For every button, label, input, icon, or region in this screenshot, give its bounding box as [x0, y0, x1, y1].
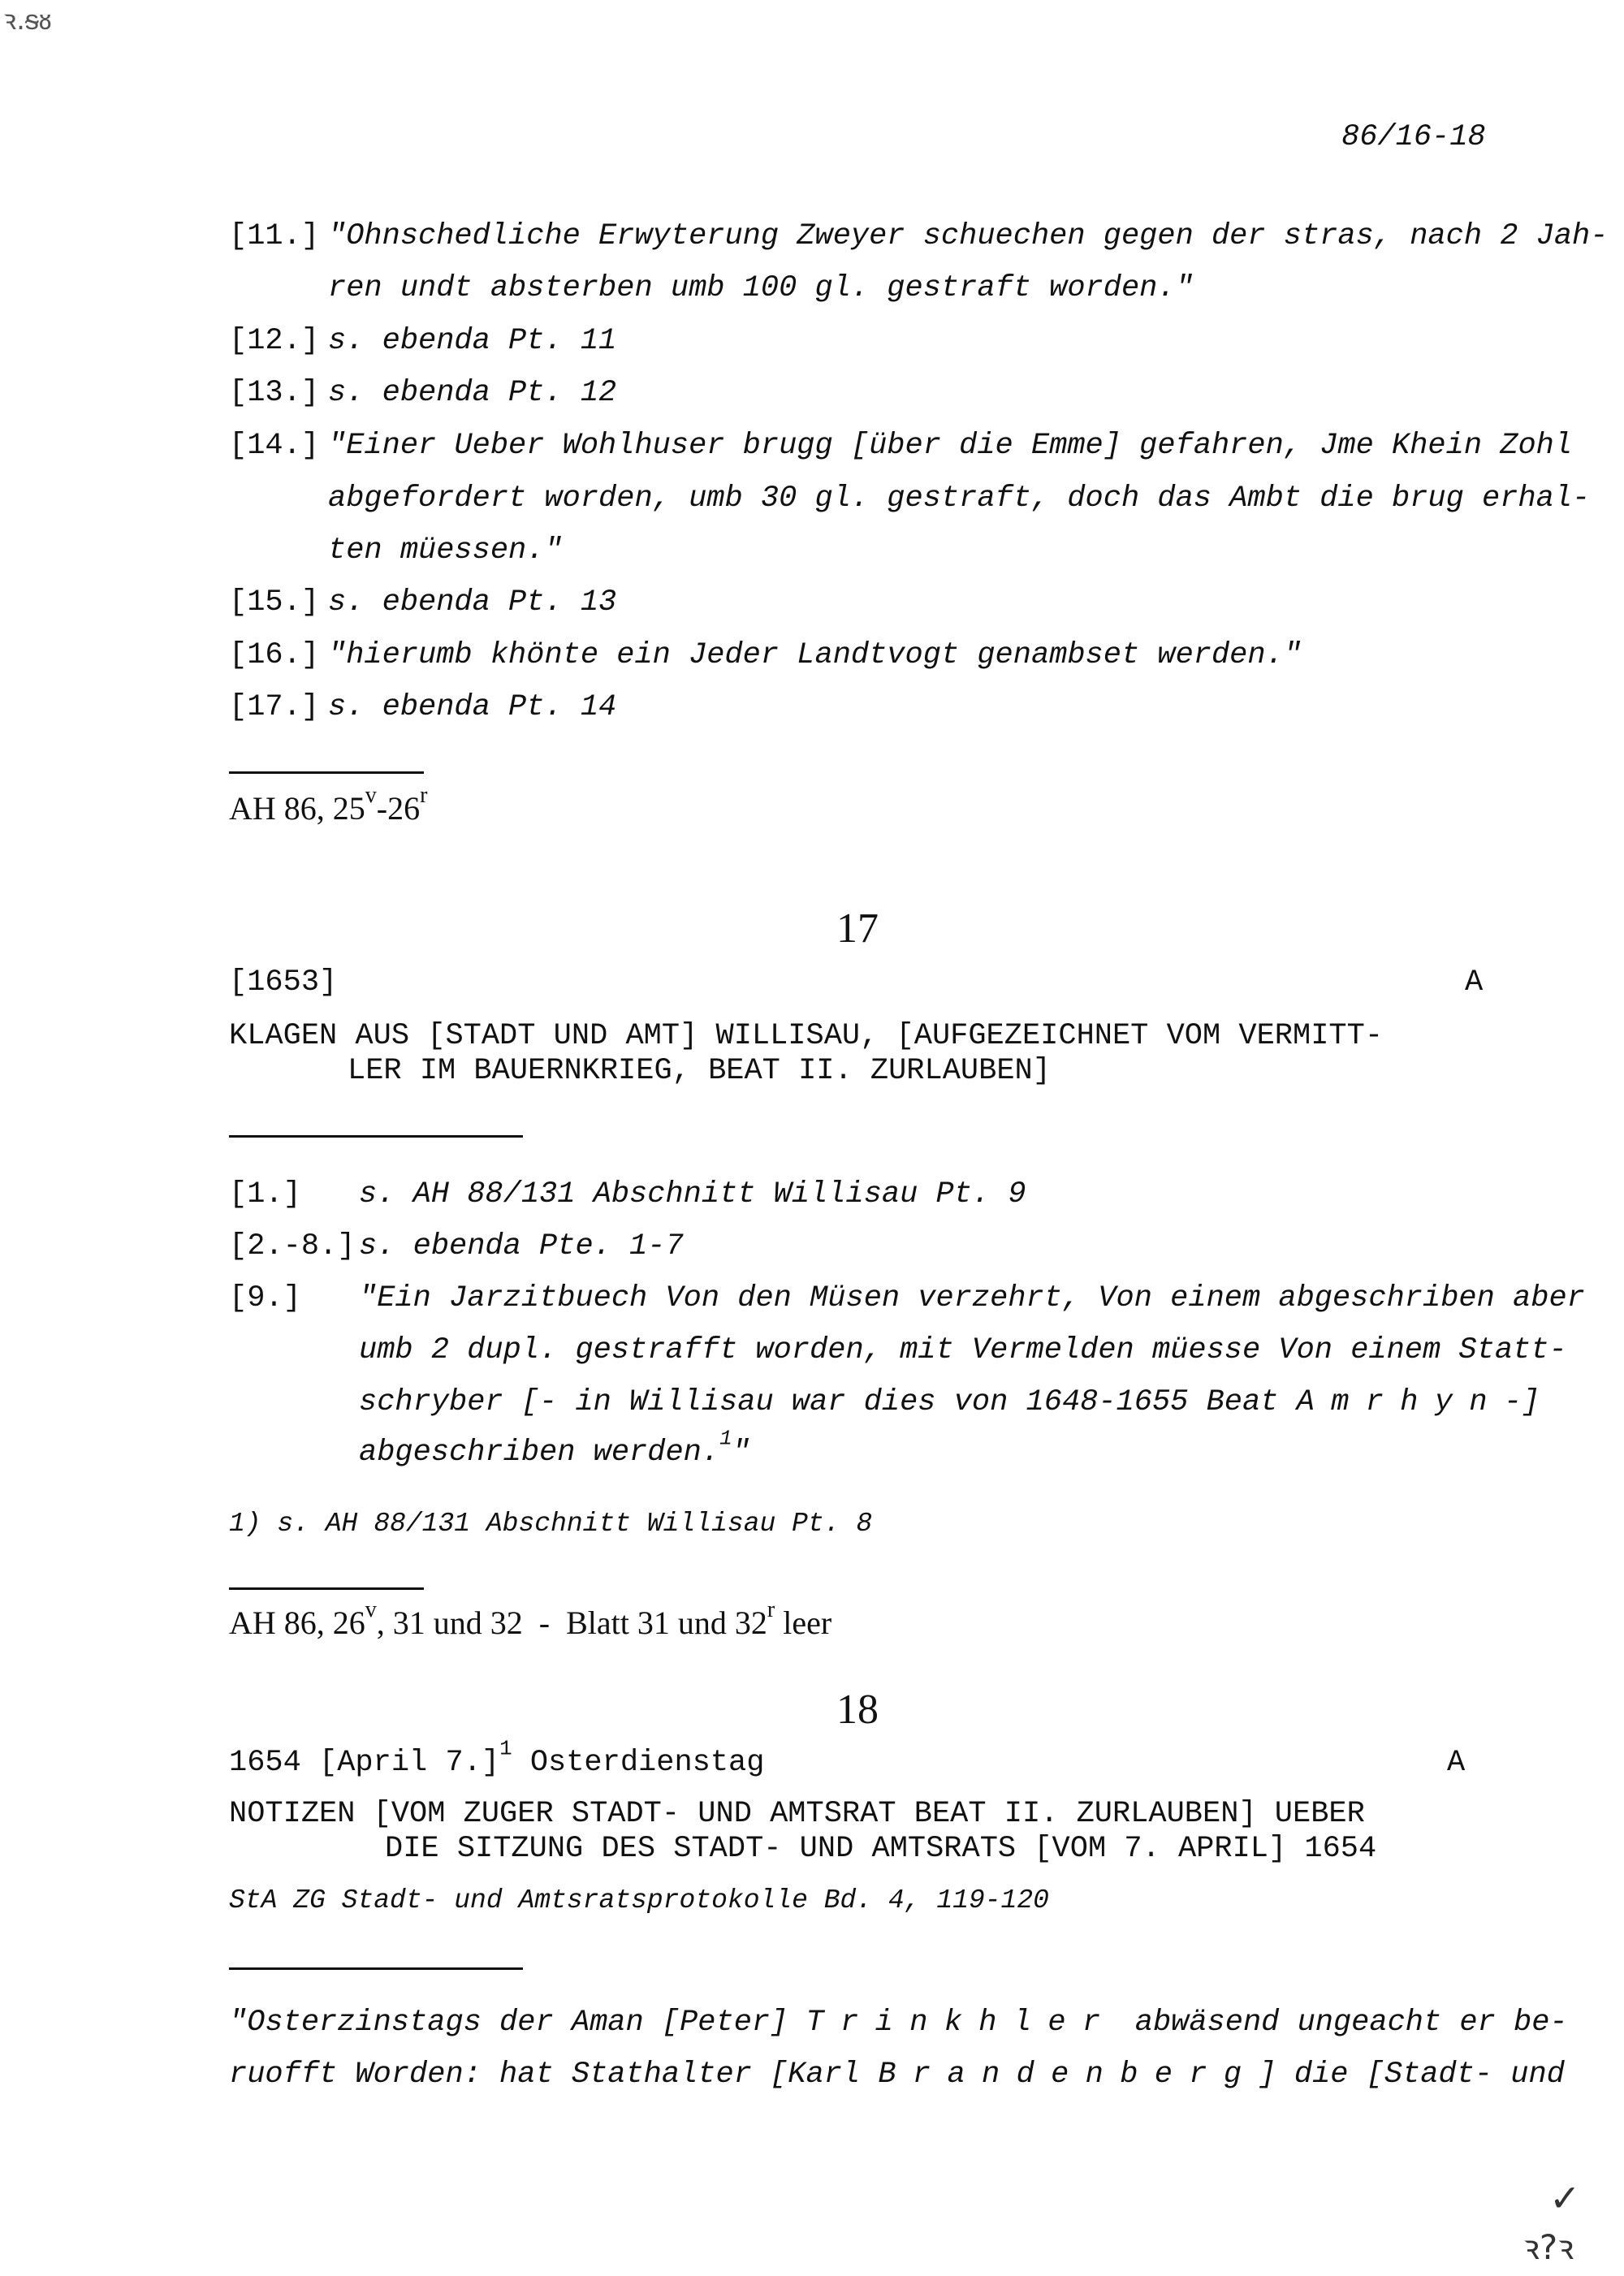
- item-label: [9.]: [229, 1281, 301, 1315]
- source-reference: [229, 783, 428, 827]
- item-label: [13.]: [229, 376, 320, 410]
- item-continuation: [359, 1385, 1540, 1419]
- list-item: [229, 1229, 684, 1263]
- source-text: AH 86, 25: [229, 790, 365, 827]
- item-text: s. AH 88/131 Abschnitt Willisau Pt. 9: [359, 1177, 1026, 1211]
- item-continuation: abgefordert worden, umb 30 gl. gestraft, doch das Ambt die brug erhal-: [328, 482, 1591, 516]
- folio-recto: r: [767, 1597, 775, 1622]
- document-date: [1653]: [229, 965, 338, 1000]
- list-item: [229, 429, 1572, 463]
- top-left-scribble: ꝛ.ᵴᴕ: [3, 4, 52, 37]
- item-label: [15.]: [229, 585, 320, 620]
- document-letter: A: [1447, 1746, 1466, 1780]
- archive-reference: StA ZG Stadt- und Amtsratsprotokolle Bd. 4, 119-120: [229, 1885, 1049, 1915]
- item-label: [14.]: [229, 429, 320, 463]
- item-text: s. ebenda Pt. 11: [328, 324, 617, 358]
- folio-recto: r: [420, 783, 428, 808]
- item-text: -]: [1503, 1385, 1540, 1419]
- divider: [229, 1967, 523, 1970]
- item-continuation: [359, 1426, 750, 1470]
- transcription-text: abwäsend ungeacht er be-: [1134, 2006, 1568, 2040]
- spaced-name: Trinkhler: [806, 2006, 1117, 2040]
- list-item: [229, 324, 616, 358]
- date-text: 1654 [April 7.]: [229, 1746, 500, 1780]
- list-item: [229, 638, 1302, 672]
- document-letter: A: [1465, 965, 1484, 1000]
- document-title: KLAGEN AUS [STADT UND AMT] WILLISAU, [AUFGEZEICHNET VOM VERMITT-: [229, 1019, 1384, 1053]
- folio-verso: v: [365, 1597, 377, 1622]
- item-text: ": [732, 1436, 750, 1470]
- source-text: AH 86, 26: [229, 1604, 365, 1641]
- item-text: "Einer Ueber Wohlhuser brugg [über die Emme] gefahren, Jme Khein Zohl: [328, 429, 1573, 463]
- checkmark-icon: ✓: [1549, 2176, 1581, 2220]
- document-title: NOTIZEN [VOM ZUGER STADT- UND AMTSRAT BEAT II. ZURLAUBEN] UEBER: [229, 1797, 1365, 1831]
- divider: [229, 771, 424, 774]
- footnote-marker: 1: [719, 1426, 732, 1451]
- footnote-marker: 1: [499, 1736, 512, 1761]
- document-title-continuation: LER IM BAUERNKRIEG, BEAT II. ZURLAUBEN]: [348, 1054, 1051, 1088]
- document-number: 18: [836, 1686, 879, 1733]
- date-text: Osterdienstag: [512, 1746, 765, 1780]
- transcription-text: "Osterzinstags der Aman [Peter]: [229, 2006, 788, 2040]
- item-text: s. ebenda Pt. 12: [328, 376, 617, 410]
- spaced-name: Amrhyn: [1296, 1385, 1504, 1419]
- footnote: 1) s. AH 88/131 Abschnitt Willisau Pt. 8: [229, 1509, 873, 1539]
- item-label: [17.]: [229, 690, 320, 724]
- source-text: -26: [376, 790, 421, 827]
- list-item: [229, 376, 616, 410]
- list-item: [229, 1281, 1585, 1315]
- source-text: leer: [775, 1604, 832, 1641]
- item-continuation: umb 2 dupl. gestrafft worden, mit Vermelden müesse Von einem Statt-: [359, 1333, 1567, 1367]
- item-text: s. ebenda Pt. 14: [328, 690, 617, 724]
- list-item: [229, 1177, 1026, 1211]
- transcription-text: ] die [Stadt- und: [1258, 2058, 1565, 2092]
- divider: [229, 1587, 424, 1590]
- item-label: [2.-8.]: [229, 1229, 356, 1263]
- spaced-name: Brandenberg: [878, 2058, 1259, 2092]
- list-item: [229, 690, 616, 724]
- item-label: [12.]: [229, 324, 320, 358]
- bottom-right-scribble: ꝛ?ꝛ: [1523, 2227, 1574, 2267]
- item-label: [16.]: [229, 638, 320, 672]
- item-text: "Ohnschedliche Erwyterung Zweyer schuechen gegen der stras, nach 2 Jah-: [328, 219, 1609, 253]
- item-continuation: ren undt absterben umb 100 gl. gestraft worden.": [328, 271, 1194, 305]
- item-text: "hierumb khönte ein Jeder Landtvogt genambset werden.": [328, 638, 1302, 672]
- folio-verso: v: [365, 783, 377, 808]
- transcription-line: [229, 2006, 1568, 2040]
- item-text: schryber [- in Willisau war dies von 1648-1655 Beat: [359, 1385, 1279, 1419]
- item-label: [1.]: [229, 1177, 301, 1211]
- document-number: 17: [836, 905, 879, 952]
- page-reference: 86/16-18: [1341, 120, 1486, 154]
- item-text: s. ebenda Pt. 13: [328, 585, 617, 620]
- source-text: , 31 und 32 - Blatt 31 und 32: [376, 1604, 767, 1641]
- divider: [229, 1135, 523, 1138]
- transcription-line: [229, 2058, 1565, 2092]
- item-label: [11.]: [229, 219, 320, 253]
- item-text: s. ebenda Pte. 1-7: [359, 1229, 684, 1263]
- list-item: [229, 219, 1608, 253]
- source-reference: [229, 1597, 832, 1642]
- item-text: "Ein Jarzitbuech Von den Müsen verzehrt, Von einem abgeschriben aber: [359, 1281, 1585, 1315]
- item-text: abgeschriben werden.: [359, 1436, 720, 1470]
- document-title-continuation: DIE SITZUNG DES STADT- UND AMTSRATS [VOM 7. APRIL] 1654: [385, 1832, 1377, 1866]
- item-continuation: ten müessen.": [328, 533, 563, 568]
- document-date: [229, 1736, 765, 1780]
- list-item: [229, 585, 616, 620]
- transcription-text: ruofft Worden: hat Stathalter [Karl: [229, 2058, 861, 2092]
